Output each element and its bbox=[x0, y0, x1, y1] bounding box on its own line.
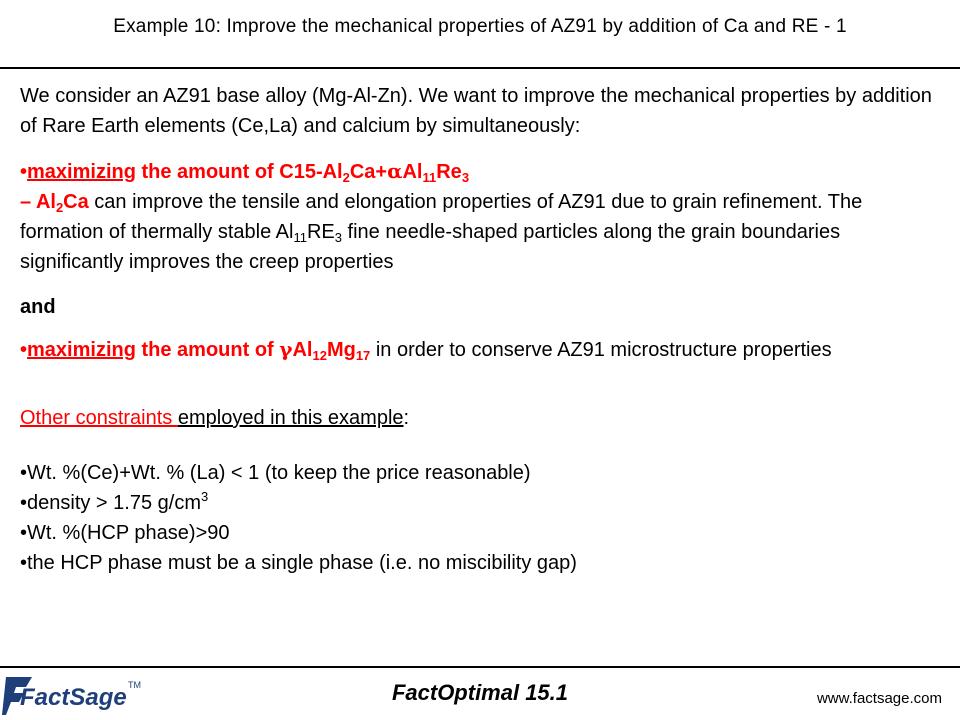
slide-title: Example 10: Improve the mechanical properties of AZ91 by addition of Ca and RE - 1 bbox=[113, 16, 847, 37]
objective-1-keyword: maximizing bbox=[27, 161, 136, 183]
objective-1-heading: •maximizing the amount of $C15-Al_2Ca+\alpha Al_{11}Re_3$ bbox=[20, 159, 470, 185]
objective-2-heading: •maximizing the amount of $\gamma Al_{12}Mg_{17}$ bbox=[20, 337, 371, 363]
objective-2: •maximizing the amount of $\gamma Al_{12}Mg_{17}$ in order to conserve AZ91 microstructure properties bbox=[20, 337, 832, 363]
objective-1: •maximizing the amount of $C15-Al_2Ca+\alpha Al_{11}Re_3$ – $Al_2Ca$ can improve the tensile and elongation properties of AZ91 due to grain refinement. The formation of thermally stable $Al_{11}RE_3$ fine needle-shaped particles along the grain boundaries significantly improves the creep properties bbox=[20, 159, 863, 273]
and-label: and bbox=[20, 296, 56, 318]
footer-divider bbox=[0, 666, 960, 668]
svg-text:FactSage: FactSage bbox=[20, 684, 127, 711]
header-divider bbox=[0, 67, 960, 69]
slide-body bbox=[20, 81, 945, 578]
constraints-list bbox=[20, 458, 945, 578]
objective-2-keyword: maximizing bbox=[27, 339, 136, 361]
constraints-heading: Other constraints employed in this example: bbox=[20, 407, 410, 429]
footer-title: FactOptimal 15.1 bbox=[391, 680, 569, 705]
intro-paragraph: We consider an AZ91 base alloy (Mg-Al-Zn). We want to improve the mechanical properties by addition of Rare Earth elements (Ce,La) and calcium by simultaneously: bbox=[20, 85, 932, 137]
list-item: •the HCP phase must be a single phase (i.e. no miscibility gap) bbox=[20, 552, 577, 574]
footer-url[interactable]: www.factsage.com bbox=[816, 690, 942, 707]
svg-text:TM: TM bbox=[128, 680, 141, 690]
list-item: •density > 1.75 $g/cm^3$ bbox=[20, 489, 209, 514]
list-item: •Wt. %(HCP phase)>90 bbox=[20, 522, 230, 544]
list-item: •Wt. %(Ce)+Wt. % (La) < 1 (to keep the price reasonable) bbox=[20, 462, 531, 484]
